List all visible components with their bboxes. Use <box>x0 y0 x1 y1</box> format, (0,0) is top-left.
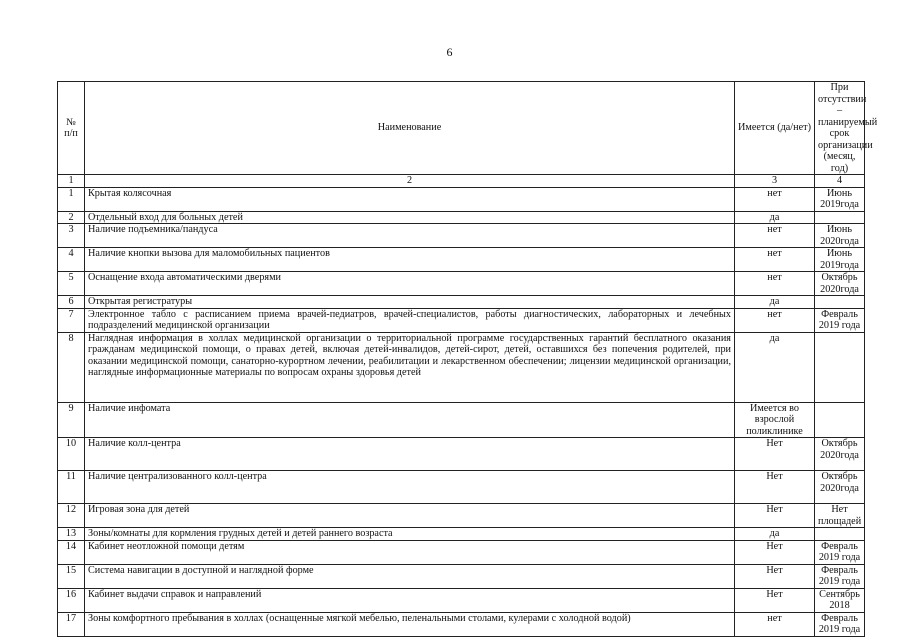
row-term: Октябрь 2020года <box>815 272 865 296</box>
row-has: Нет <box>735 438 815 471</box>
header-has: Имеется (да/нет) <box>735 82 815 175</box>
row-term <box>815 211 865 224</box>
row-num: 4 <box>58 248 85 272</box>
row-term: Октябрь 2020года <box>815 471 865 504</box>
row-name: Наличие колл-центра <box>85 438 735 471</box>
row-num: 6 <box>58 296 85 309</box>
row-term <box>815 296 865 309</box>
row-term: Июнь 2019года <box>815 187 865 211</box>
row-has: нет <box>735 272 815 296</box>
index-cell: 3 <box>735 175 815 188</box>
row-term <box>815 332 865 402</box>
row-num: 14 <box>58 540 85 564</box>
row-num: 3 <box>58 224 85 248</box>
table-row <box>58 528 865 541</box>
row-num: 1 <box>58 187 85 211</box>
table-row <box>58 402 865 438</box>
row-has: Имеется во взрослой поликлинике <box>735 402 815 438</box>
row-has: нет <box>735 224 815 248</box>
row-has: да <box>735 528 815 541</box>
row-num: 8 <box>58 332 85 402</box>
row-term: Февраль 2019 года <box>815 540 865 564</box>
row-num: 17 <box>58 612 85 636</box>
row-has: Нет <box>735 540 815 564</box>
header-term: При отсутствии – планируемый срок организации (месяц, год) <box>815 82 865 175</box>
row-name: Наличие подъемника/пандуса <box>85 224 735 248</box>
row-name: Кабинет выдачи справок и направлений <box>85 588 735 612</box>
row-name: Наличие централизованного колл-центра <box>85 471 735 504</box>
page-number: 6 <box>446 45 453 59</box>
table-row <box>58 504 865 528</box>
row-has: нет <box>735 308 815 332</box>
row-has: Нет <box>735 564 815 588</box>
row-name: Кабинет неотложной помощи детям <box>85 540 735 564</box>
table-row <box>58 540 865 564</box>
table-header-row <box>58 82 865 175</box>
row-has: нет <box>735 187 815 211</box>
table-row <box>58 296 865 309</box>
row-name: Игровая зона для детей <box>85 504 735 528</box>
row-term <box>815 402 865 438</box>
table-row <box>58 612 865 636</box>
row-num: 10 <box>58 438 85 471</box>
table-row <box>58 248 865 272</box>
row-name: Электронное табло с расписанием приема врачей-педиатров, врачей-специалистов, работы диагностических, лабораторных и лечебных подразделений медицинской организации <box>85 308 735 332</box>
row-num: 11 <box>58 471 85 504</box>
row-has: Нет <box>735 504 815 528</box>
index-row <box>58 175 865 188</box>
table-row <box>58 564 865 588</box>
row-num: 2 <box>58 211 85 224</box>
row-name: Система навигации в доступной и наглядной форме <box>85 564 735 588</box>
row-has: нет <box>735 248 815 272</box>
header-num: № п/п <box>58 82 85 175</box>
index-cell: 4 <box>815 175 865 188</box>
table-row <box>58 224 865 248</box>
index-cell: 1 <box>58 175 85 188</box>
row-name: Наличие кнопки вызова для маломобильных пациентов <box>85 248 735 272</box>
row-term: Июнь 2019года <box>815 248 865 272</box>
row-num: 13 <box>58 528 85 541</box>
header-name: Наименование <box>85 82 735 175</box>
row-has: Нет <box>735 588 815 612</box>
row-num: 16 <box>58 588 85 612</box>
table-row <box>58 438 865 471</box>
table-row <box>58 308 865 332</box>
row-has: Нет <box>735 471 815 504</box>
row-term: Июнь 2020года <box>815 224 865 248</box>
table-row <box>58 471 865 504</box>
row-term: Нет площадей <box>815 504 865 528</box>
row-name: Открытая регистратуры <box>85 296 735 309</box>
row-num: 15 <box>58 564 85 588</box>
row-has: да <box>735 296 815 309</box>
row-term: Сентябрь 2018 <box>815 588 865 612</box>
row-name: Отдельный вход для больных детей <box>85 211 735 224</box>
table-row <box>58 187 865 211</box>
table-row <box>58 272 865 296</box>
table-row <box>58 211 865 224</box>
index-cell: 2 <box>85 175 735 188</box>
row-name: Зоны комфортного пребывания в холлах (оснащенные мягкой мебелью, пеленальными столами, кулерами с холодной водой) <box>85 612 735 636</box>
table-row <box>58 588 865 612</box>
row-num: 5 <box>58 272 85 296</box>
row-term <box>815 528 865 541</box>
row-name: Крытая колясочная <box>85 187 735 211</box>
row-name: Наличие инфомата <box>85 402 735 438</box>
row-has: нет <box>735 612 815 636</box>
row-has: да <box>735 211 815 224</box>
row-has: да <box>735 332 815 402</box>
row-name: Оснащение входа автоматическими дверями <box>85 272 735 296</box>
row-num: 12 <box>58 504 85 528</box>
facilities-table <box>57 81 878 637</box>
row-term: Октябрь 2020года <box>815 438 865 471</box>
row-name: Зоны/комнаты для кормления грудных детей и детей раннего возраста <box>85 528 735 541</box>
table-row <box>58 332 865 402</box>
row-name: Наглядная информация в холлах медицинской организации о территориальной программе государственных гарантий бесплатного оказания гражданам медицинской помощи, о правах детей, включая детей-инвалидов, детей-сирот, детей, оставшихся без попечения родителей, при оказании медицинской помощи, санаторно-курортном лечении, реабилитации и лекарственном обеспечении; лицензии медицинской организации, наглядные информационные материалы по вопросам охраны здоровья детей <box>85 332 735 402</box>
row-num: 7 <box>58 308 85 332</box>
row-term: Февраль 2019 года <box>815 564 865 588</box>
row-term: Февраль 2019 года <box>815 308 865 332</box>
row-term: Февраль 2019 года <box>815 612 865 636</box>
row-num: 9 <box>58 402 85 438</box>
